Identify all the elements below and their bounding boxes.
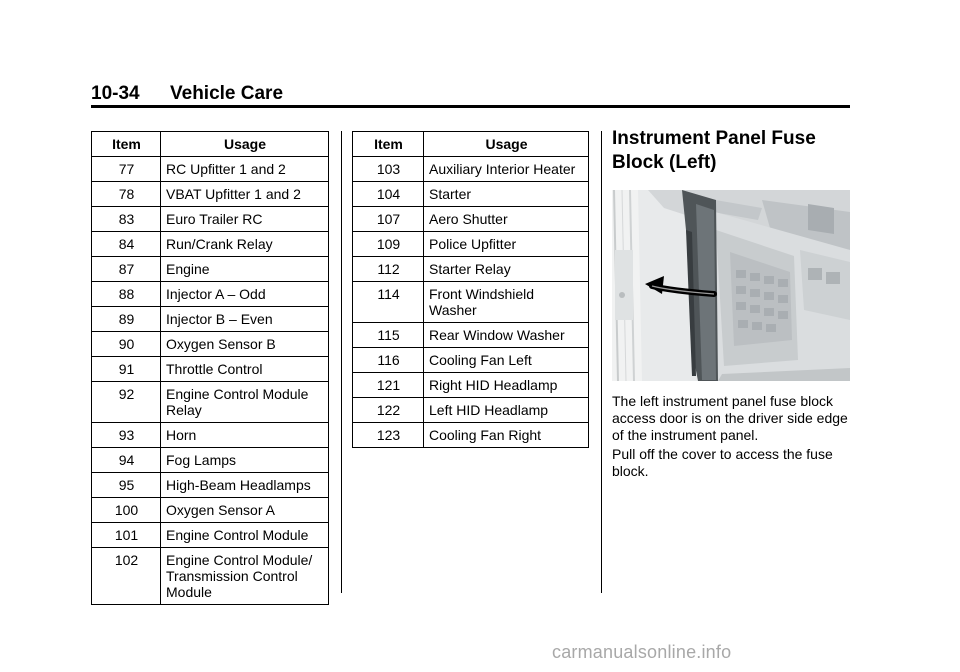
- fuse-item-number: 100: [92, 498, 161, 523]
- table-row: [92, 282, 329, 307]
- fuse-item-number: 116: [353, 348, 424, 373]
- fuse-item-number: 90: [92, 332, 161, 357]
- fuse-item-number: 107: [353, 207, 424, 232]
- table-row: [92, 232, 329, 257]
- fuse-table-middle: [352, 131, 589, 448]
- table-row: [92, 182, 329, 207]
- fuse-item-number: 89: [92, 307, 161, 332]
- fuse-item-number: 94: [92, 448, 161, 473]
- fuse-usage: Right HID Headlamp: [424, 373, 589, 398]
- table-row: [353, 348, 589, 373]
- fuse-usage: Fog Lamps: [161, 448, 329, 473]
- fuse-usage: Starter Relay: [424, 257, 589, 282]
- table-row: [92, 423, 329, 448]
- fuse-usage: Front Windshield Washer: [424, 282, 589, 323]
- column-divider: [601, 131, 602, 593]
- fuse-item-number: 123: [353, 423, 424, 448]
- fuse-usage: Rear Window Washer: [424, 323, 589, 348]
- fuse-usage: Oxygen Sensor B: [161, 332, 329, 357]
- fuse-table-left: [91, 131, 329, 605]
- section-heading: Vehicle Care: [170, 83, 284, 104]
- table-row: [353, 207, 589, 232]
- fuse-item-number: 84: [92, 232, 161, 257]
- table-row: [92, 548, 329, 605]
- fuse-usage: Engine Control Module/ Transmission Control Module: [161, 548, 329, 605]
- fuse-usage: RC Upfitter 1 and 2: [161, 157, 329, 182]
- fuse-item-number: 92: [92, 382, 161, 423]
- table-row: [353, 182, 589, 207]
- table-row: [92, 207, 329, 232]
- fuse-item-number: 115: [353, 323, 424, 348]
- table-row: [353, 157, 589, 182]
- fuse-usage: Starter: [424, 182, 589, 207]
- page-number: 10-34: [91, 83, 140, 104]
- fuse-usage: Euro Trailer RC: [161, 207, 329, 232]
- fuse-item-number: 122: [353, 398, 424, 423]
- table-row: [92, 498, 329, 523]
- fuse-item-number: 95: [92, 473, 161, 498]
- column-header-usage: Usage: [424, 132, 589, 157]
- table-row: [92, 382, 329, 423]
- fuse-usage: Horn: [161, 423, 329, 448]
- fuse-usage: Left HID Headlamp: [424, 398, 589, 423]
- fuse-block-location-photo: [612, 190, 850, 381]
- table-row: [353, 257, 589, 282]
- table-row: [92, 157, 329, 182]
- page-header: [91, 81, 850, 108]
- fuse-usage: Engine Control Module: [161, 523, 329, 548]
- fuse-block-access-text: Pull off the cover to access the fuse block.: [612, 446, 833, 479]
- fuse-block-illustration: [612, 190, 850, 381]
- table-row: [92, 523, 329, 548]
- table-row: [92, 332, 329, 357]
- fuse-usage: Injector A – Odd: [161, 282, 329, 307]
- fuse-item-number: 109: [353, 232, 424, 257]
- fuse-block-location-text: The left instrument panel fuse block access door is on the driver side edge of the instrument panel.: [612, 393, 848, 443]
- table-row: [353, 423, 589, 448]
- fuse-usage: VBAT Upfitter 1 and 2: [161, 182, 329, 207]
- fuse-item-number: 93: [92, 423, 161, 448]
- fuse-item-number: 91: [92, 357, 161, 382]
- column-header-item: Item: [353, 132, 424, 157]
- column-divider: [341, 131, 342, 593]
- fuse-item-number: 83: [92, 207, 161, 232]
- fuse-item-number: 114: [353, 282, 424, 323]
- table-row: [92, 307, 329, 332]
- fuse-usage: Run/Crank Relay: [161, 232, 329, 257]
- fuse-item-number: 121: [353, 373, 424, 398]
- table-row: [92, 257, 329, 282]
- fuse-usage: Oxygen Sensor A: [161, 498, 329, 523]
- fuse-usage: Police Upfitter: [424, 232, 589, 257]
- fuse-item-number: 102: [92, 548, 161, 605]
- fuse-usage: Injector B – Even: [161, 307, 329, 332]
- table-row: [353, 282, 589, 323]
- column-header-item: Item: [92, 132, 161, 157]
- table-header-row: [92, 132, 329, 157]
- table-row: [353, 323, 589, 348]
- fuse-usage: Cooling Fan Left: [424, 348, 589, 373]
- fuse-item-number: 103: [353, 157, 424, 182]
- column-header-usage: Usage: [161, 132, 329, 157]
- fuse-item-number: 77: [92, 157, 161, 182]
- fuse-usage: Cooling Fan Right: [424, 423, 589, 448]
- fuse-item-number: 104: [353, 182, 424, 207]
- fuse-usage: Engine Control Module Relay: [161, 382, 329, 423]
- fuse-item-number: 87: [92, 257, 161, 282]
- fuse-usage: Aero Shutter: [424, 207, 589, 232]
- watermark: carmanualsonline.info: [552, 642, 732, 662]
- table-row: [92, 357, 329, 382]
- table-row: [353, 232, 589, 257]
- fuse-item-number: 78: [92, 182, 161, 207]
- table-row: [353, 373, 589, 398]
- fuse-item-number: 88: [92, 282, 161, 307]
- table-row: [92, 448, 329, 473]
- table-row: [92, 473, 329, 498]
- fuse-usage: High-Beam Headlamps: [161, 473, 329, 498]
- table-header-row: [353, 132, 589, 157]
- fuse-item-number: 112: [353, 257, 424, 282]
- fuse-usage: Auxiliary Interior Heater: [424, 157, 589, 182]
- instrument-panel-fuse-block-title: Instrument Panel Fuse Block (Left): [612, 128, 816, 173]
- table-row: [353, 398, 589, 423]
- fuse-usage: Throttle Control: [161, 357, 329, 382]
- fuse-usage: Engine: [161, 257, 329, 282]
- fuse-item-number: 101: [92, 523, 161, 548]
